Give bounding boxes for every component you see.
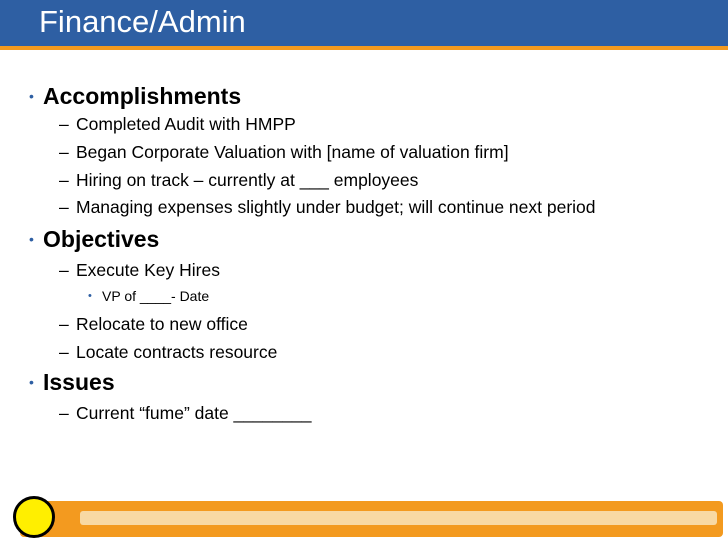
list-item-text: Hiring on track – currently at ___ employees <box>76 170 419 190</box>
slide-title: Finance/Admin <box>39 4 246 39</box>
title-bar <box>0 0 728 46</box>
bullet-icon: • <box>88 290 92 302</box>
title-accent-strip <box>0 46 728 50</box>
bullet-icon: • <box>29 374 34 390</box>
list-item-text: Began Corporate Valuation with [name of valuation firm] <box>76 142 509 162</box>
dash-icon: – <box>59 142 69 162</box>
bullet-icon: • <box>29 88 34 104</box>
footer-bar-inner <box>80 511 717 525</box>
dash-icon: – <box>59 114 69 134</box>
dash-icon: – <box>59 197 69 217</box>
list-item-text: Locate contracts resource <box>76 342 278 362</box>
dash-icon: – <box>59 260 69 280</box>
footer-circle-icon <box>13 496 55 538</box>
list-item-text: Relocate to new office <box>76 314 248 334</box>
dash-icon: – <box>59 342 69 362</box>
section-heading-label: Issues <box>43 369 115 395</box>
list-item-text: Current “fume” date ________ <box>76 403 312 423</box>
dash-icon: – <box>59 403 69 423</box>
section-heading-label: Objectives <box>43 226 160 252</box>
list-item-text: Managing expenses slightly under budget; will continue next period <box>76 197 596 217</box>
bullet-icon: • <box>29 231 34 247</box>
footer-bar <box>20 501 723 537</box>
list-item-text: Completed Audit with HMPP <box>76 114 296 134</box>
section-heading-label: Accomplishments <box>43 83 242 109</box>
list-item-text: Execute Key Hires <box>76 260 220 280</box>
dash-icon: – <box>59 170 69 190</box>
dash-icon: – <box>59 314 69 334</box>
sub-list-item-text: VP of ____- Date <box>102 288 210 304</box>
